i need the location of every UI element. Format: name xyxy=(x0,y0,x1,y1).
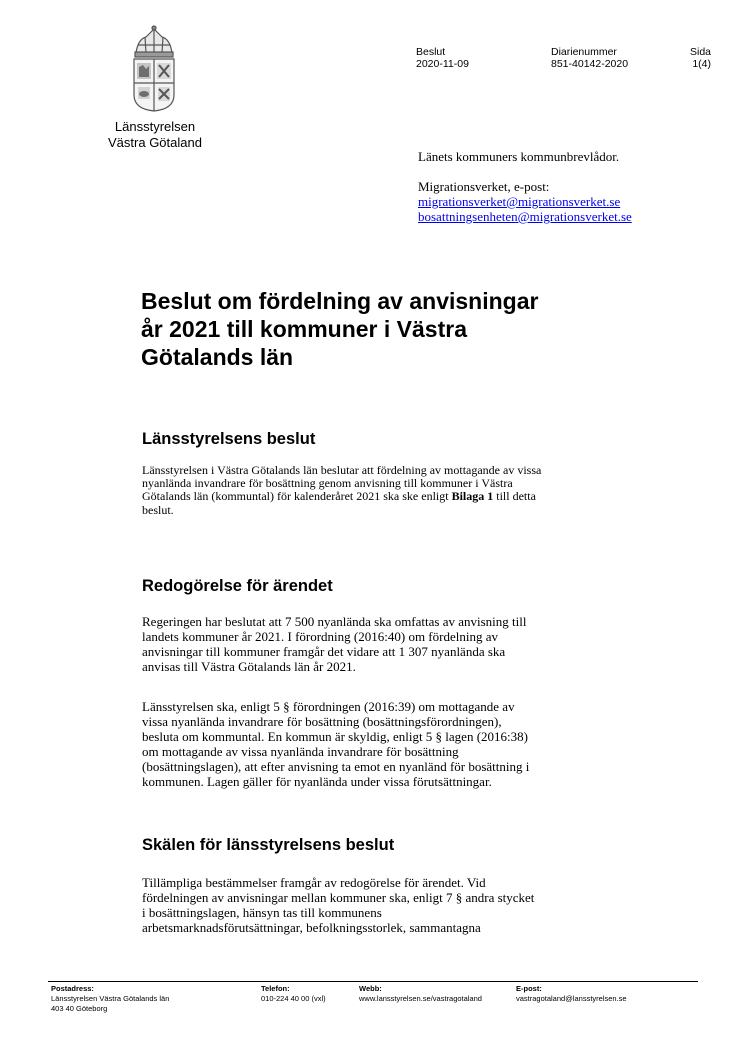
footer-web-link[interactable]: www.lansstyrelsen.se/vastragotaland xyxy=(359,994,482,1003)
email-link-migrationsverket[interactable]: migrationsverket@migrationsverket.se xyxy=(418,194,621,209)
text-line: besluta om kommuntal. En kommun är skyldig, enligt 5 § lagen (2016:38) xyxy=(142,729,528,744)
decision-paragraph xyxy=(142,464,612,517)
text-line: om mottagande av vissa nyanlända invandrare för bosättning xyxy=(142,744,459,759)
footer-email xyxy=(516,984,627,1004)
organization-name-line: Länsstyrelsen xyxy=(114,119,196,134)
footer-web xyxy=(359,984,482,1004)
reasons-paragraph xyxy=(142,875,612,935)
meta-page-value: 1(4) xyxy=(692,58,711,70)
text-line: Regeringen har beslutat att 7 500 nyanlända ska omfattas av anvisning till xyxy=(142,614,527,629)
meta-case-number xyxy=(551,46,628,70)
footer-phone xyxy=(261,984,326,1004)
footer-divider xyxy=(48,981,698,982)
text-line: Tillämpliga bestämmelser framgår av redogörelse för ärendet. Vid xyxy=(142,875,486,890)
footer-label: E-post: xyxy=(516,984,542,993)
title-line: Götalands län xyxy=(141,344,294,370)
footer-line: 403 40 Göteborg xyxy=(51,1004,108,1013)
section-heading-background: Redogörelse för ärendet xyxy=(142,577,333,595)
appendix-reference: Bilaga 1 xyxy=(451,489,494,504)
text-line: arbetsmarknadsförutsättningar, befolkningsstorlek, sammantagna xyxy=(142,920,481,935)
organization-name-line: Västra Götaland xyxy=(108,135,202,150)
footer-label: Webb: xyxy=(359,984,382,993)
footer-line: 010-224 40 00 (vxl) xyxy=(261,994,326,1003)
footer-line: Länsstyrelsen Västra Götalands län xyxy=(51,994,170,1003)
footer-label: Postadress: xyxy=(51,984,94,993)
title-line: år 2021 till kommuner i Västra xyxy=(141,316,467,342)
text-line xyxy=(142,490,612,503)
email-link-bosattningsenheten[interactable]: bosattningsenheten@migrationsverket.se xyxy=(418,209,632,224)
text-line: nyanlända invandrare för bosättning genom anvisning till kommuner i Västra xyxy=(142,476,513,491)
text-line: landets kommuner år 2021. I förordning (2016:40) om fördelning av xyxy=(142,629,498,644)
section-heading-reasons: Skälen för länsstyrelsens beslut xyxy=(142,836,395,854)
text-line: fördelningen av anvisningar mellan kommuner ska, enligt 7 § andra stycket xyxy=(142,890,535,905)
recipient-municipalities: Länets kommuners kommunbrevlådor. xyxy=(418,149,620,164)
text-line: i bosättningslagen, hänsyn tas till kommunens xyxy=(142,905,382,920)
document-title xyxy=(141,287,611,371)
recipient-migration-agency: Migrationsverket, e-post: xyxy=(418,179,550,194)
meta-decision xyxy=(416,46,469,70)
text-fragment: Götalands län (kommuntal) för kalenderåret 2021 ska ske enligt xyxy=(142,489,449,504)
meta-decision-label: Beslut xyxy=(416,46,446,58)
meta-page-label: Sida xyxy=(689,46,711,58)
footer-label: Telefon: xyxy=(261,984,290,993)
text-line: (bosättningslagen), att efter anvisning ta emot en nyanländ för bosättning i xyxy=(142,759,530,774)
meta-decision-date: 2020-11-09 xyxy=(416,58,469,70)
text-line: beslut. xyxy=(142,502,174,517)
text-line: anvisas till Västra Götalands län år 2021. xyxy=(142,659,356,674)
recipients-block xyxy=(418,149,632,224)
text-line: kommunen. Lagen gäller för nyanlända under vissa förutsättningar. xyxy=(142,774,492,789)
text-line: Länsstyrelsen ska, enligt 5 § förordningen (2016:39) om mottagande av xyxy=(142,699,515,714)
footer-email-link[interactable]: vastragotaland@lansstyrelsen.se xyxy=(516,994,627,1003)
organization-name xyxy=(90,119,220,151)
section-heading-decision: Länsstyrelsens beslut xyxy=(142,430,316,448)
meta-case-number-value: 851-40142-2020 xyxy=(551,58,629,70)
coat-of-arms-logo xyxy=(124,25,184,113)
text-line: anvisningar till kommuner framgår det vidare att 1 307 nyanlända ska xyxy=(142,644,506,659)
meta-case-number-label: Diarienummer xyxy=(551,46,617,58)
background-paragraph-1 xyxy=(142,614,612,674)
background-paragraph-2 xyxy=(142,699,612,789)
text-fragment: till detta xyxy=(493,489,536,504)
text-line: Länsstyrelsen i Västra Götalands län beslutar att fördelning av mottagande av vissa xyxy=(142,463,542,477)
text-line: vissa nyanlända invandrare för bosättning (bosättningsförordningen), xyxy=(142,714,502,729)
footer-postal-address xyxy=(51,984,169,1014)
meta-page xyxy=(688,46,711,70)
title-line: Beslut om fördelning av anvisningar xyxy=(141,288,539,314)
